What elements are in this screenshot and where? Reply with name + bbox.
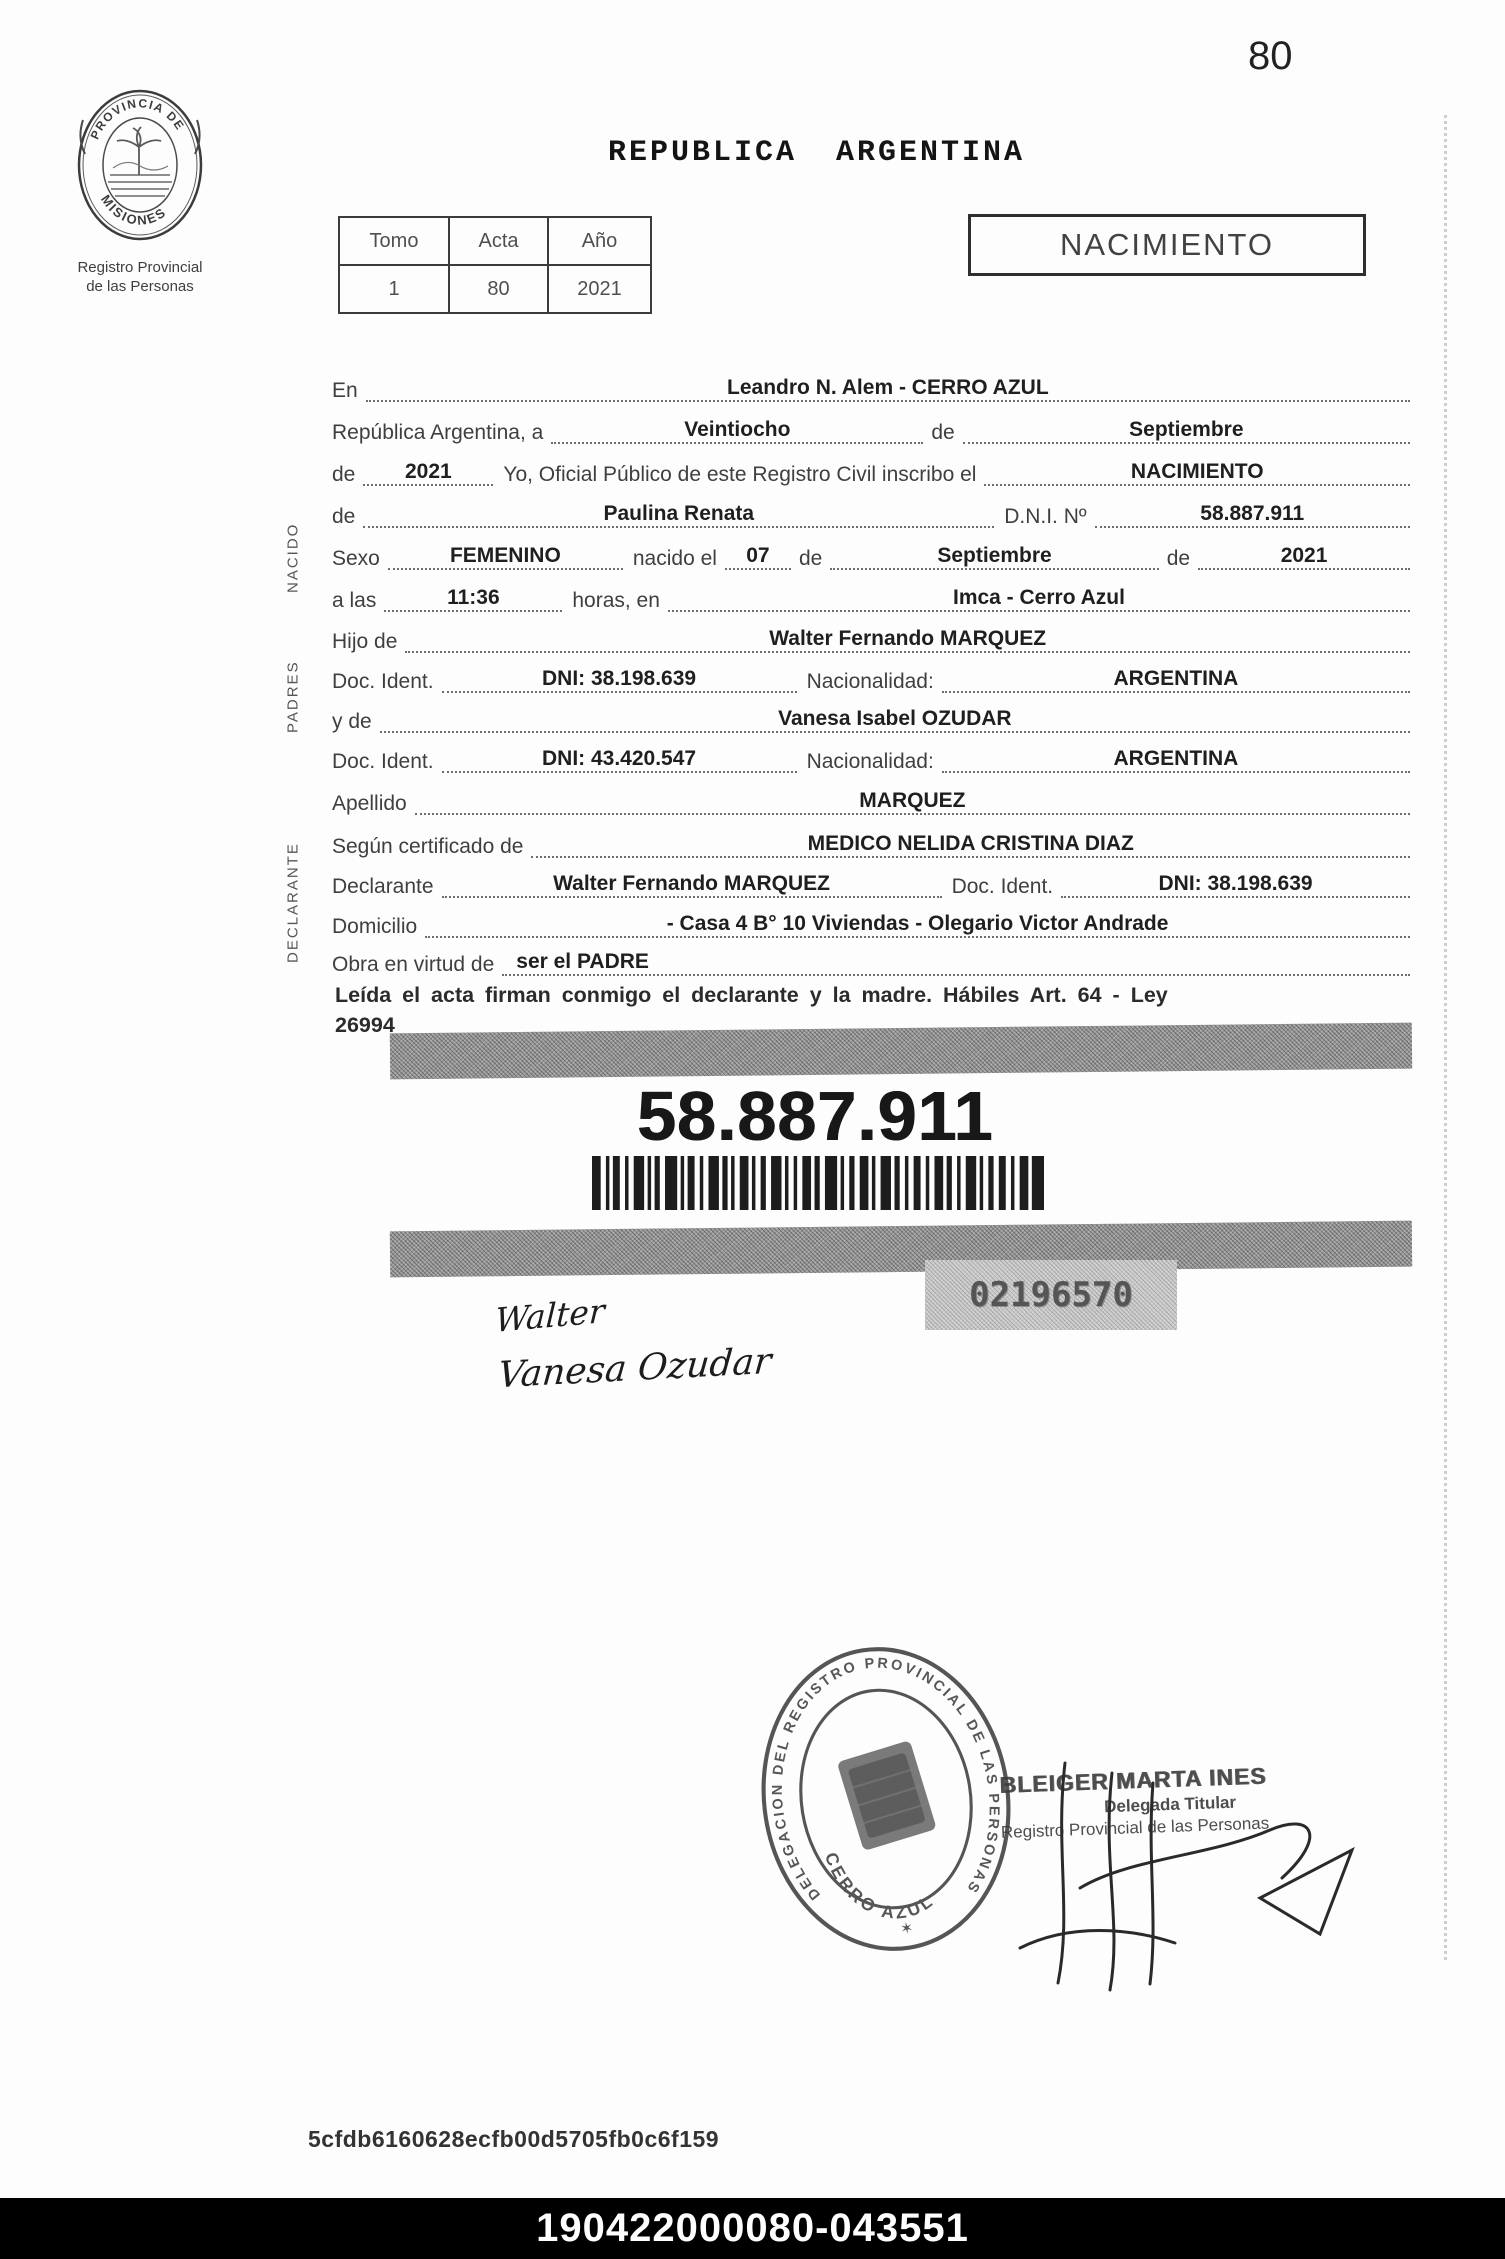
dotted-field — [415, 790, 1410, 815]
dotted-field — [668, 587, 1410, 612]
dotted-field — [1061, 873, 1410, 898]
form-row-capacity — [332, 942, 1410, 976]
field-value: 2021 — [405, 459, 452, 483]
form-row-date-year — [332, 452, 1410, 486]
dotted-field — [963, 419, 1410, 444]
field-label: a las — [332, 588, 377, 612]
field-label: nacido el — [632, 546, 717, 570]
field-value: - Casa 4 B° 10 Viviendas - Olegario Victor Andrade — [666, 911, 1169, 935]
field-label: de — [332, 504, 356, 528]
round-stamp-ring-text: DELEGACION DEL REGISTRO PROVINCIAL DE LAS PERSONAS — [769, 1655, 1002, 1903]
redaction-bar-top — [390, 1023, 1412, 1080]
dotted-field — [942, 748, 1410, 773]
logo-caption-line1: Registro Provincial — [77, 259, 203, 276]
dotted-field — [984, 461, 1410, 486]
table-header-row — [339, 217, 651, 265]
dotted-field — [363, 461, 493, 486]
field-label: Según certificado de — [332, 834, 524, 858]
dotted-field — [363, 503, 994, 528]
dotted-field — [442, 873, 942, 898]
field-value: Septiembre — [1129, 417, 1244, 441]
field-label: de — [1166, 546, 1191, 570]
field-label: de — [931, 420, 955, 444]
field-value: FEMENINO — [449, 543, 561, 567]
field-value: Imca - Cerro Azul — [952, 585, 1125, 609]
field-value: Paulina Renata — [603, 501, 755, 525]
field-value: MEDICO NELIDA CRISTINA DIAZ — [807, 831, 1134, 855]
form-row-mother-doc — [332, 739, 1410, 773]
field-label: Domicilio — [332, 914, 418, 938]
dotted-field — [725, 545, 791, 570]
field-label: Declarante — [332, 874, 434, 898]
field-value: 2021 — [1280, 543, 1328, 567]
dotted-field — [405, 628, 1410, 653]
dotted-field — [1095, 503, 1410, 528]
form-row-mother — [332, 699, 1410, 733]
form-row-address — [332, 904, 1410, 938]
field-label: Hijo de — [332, 629, 398, 653]
form-row-certificate — [332, 824, 1410, 858]
form-row-father — [332, 619, 1410, 653]
col-anio: Año — [548, 217, 651, 265]
serial-number-stamp: 02196570 — [925, 1260, 1177, 1330]
dotted-field — [366, 377, 1410, 402]
dotted-field — [830, 545, 1158, 570]
dni-number-large: 58.887.911 — [636, 1077, 994, 1155]
svg-text:CERRO AZUL — [820, 1836, 940, 1934]
dni-barcode — [592, 1156, 1044, 1210]
dotted-field — [942, 668, 1410, 693]
dotted-field — [380, 708, 1410, 733]
form-row-date-day — [332, 410, 1410, 444]
field-value: MARQUEZ — [859, 788, 966, 812]
field-value: ser el PADRE — [516, 949, 649, 973]
field-label: Doc. Ident. — [332, 669, 434, 693]
official-title: Delegada Titular — [1103, 1792, 1237, 1817]
field-label: Nacionalidad: — [806, 669, 934, 693]
seal-bottom-text: MISIONES — [98, 192, 170, 228]
field-value: ARGENTINA — [1113, 666, 1239, 690]
form-row-father-doc — [332, 659, 1410, 693]
page-edge-dotted-line — [1444, 115, 1447, 1960]
field-value: Walter Fernando MARQUEZ — [553, 871, 831, 895]
note-line1: Leída el acta firman conmigo el declarante y la madre. Hábiles Art. 64 - Ley — [335, 983, 1168, 1007]
field-value: Septiembre — [937, 543, 1052, 567]
field-label: Doc. Ident. — [332, 749, 434, 773]
page-number: 80 — [1248, 34, 1293, 78]
val-tomo: 1 — [339, 265, 449, 313]
field-value: Walter Fernando MARQUEZ — [769, 626, 1047, 650]
dotted-field — [442, 668, 797, 693]
field-label: Obra en virtud de — [332, 952, 495, 976]
field-label: de — [798, 546, 823, 570]
footer-code: 190422000080-043551 — [536, 2206, 969, 2250]
mother-signature: Vanesa Ozudar — [496, 1340, 774, 1397]
field-label: y de — [332, 709, 372, 733]
misiones-seal-icon — [65, 80, 215, 252]
footer-code-bar — [0, 2198, 1505, 2259]
field-value: 11:36 — [447, 585, 500, 609]
field-value: Leandro N. Alem - CERRO AZUL — [727, 375, 1049, 399]
dotted-field — [1198, 545, 1410, 570]
document-hash: 5cfdb6160628ecfb00d5705fb0c6f159 — [308, 2126, 720, 2152]
official-name: BLEIGER MARTA INES — [998, 1762, 1267, 1798]
field-value: Vanesa Isabel OZUDAR — [778, 706, 1012, 730]
section-label-padres: PADRES — [284, 660, 302, 734]
father-signature: Walter — [494, 1291, 606, 1340]
round-stamp-inner-text: CERRO AZUL — [820, 1849, 939, 1923]
field-label: Nacionalidad: — [806, 749, 934, 773]
section-label-nacido: NACIDO — [284, 522, 302, 593]
record-reference-table — [338, 216, 652, 314]
field-value: 58.887.911 — [1200, 501, 1305, 525]
field-value: NACIMIENTO — [1130, 459, 1264, 483]
redaction-bar-bottom — [390, 1221, 1412, 1278]
col-acta: Acta — [449, 217, 548, 265]
logo-caption-line2: de las Personas — [86, 277, 194, 295]
svg-text:MISIONES — [98, 192, 169, 228]
form-row-place — [332, 368, 1410, 402]
field-label: Yo, Oficial Público de este Registro Civil inscribo el — [503, 462, 977, 486]
dotted-field — [384, 587, 562, 612]
field-label: Apellido — [332, 791, 407, 815]
col-tomo: Tomo — [339, 217, 449, 265]
record-type-box: NACIMIENTO — [968, 214, 1366, 276]
form-row-sex-birthdate — [332, 536, 1410, 570]
seal-top-text: PROVINCIA DE — [87, 96, 188, 142]
note-line2: 26994 — [335, 1013, 395, 1038]
field-value: DNI: 38.198.639 — [542, 666, 697, 690]
field-label: Sexo — [332, 546, 380, 570]
official-org: Registro Provincial de las Personas — [1000, 1813, 1270, 1842]
field-value: ARGENTINA — [1113, 746, 1239, 770]
field-value: 07 — [746, 543, 770, 567]
provincial-seal-logo — [55, 80, 225, 297]
field-value: DNI: 38.198.639 — [1158, 871, 1313, 895]
form-row-declarant — [332, 864, 1410, 898]
form-row-surname — [332, 781, 1410, 815]
field-value: DNI: 43.420.547 — [542, 746, 697, 770]
round-stamp-star: ✶ — [899, 1919, 915, 1939]
official-signature-scribble — [960, 1738, 1420, 2018]
dotted-field — [442, 748, 797, 773]
round-stamp-center-blob — [837, 1740, 937, 1851]
dotted-field — [388, 545, 623, 570]
form-row-newborn-name — [332, 494, 1410, 528]
val-anio: 2021 — [548, 265, 651, 313]
dotted-field — [425, 913, 1410, 938]
dotted-field — [551, 419, 923, 444]
dotted-field — [502, 951, 1410, 976]
val-acta: 80 — [449, 265, 548, 313]
table-value-row — [339, 265, 651, 313]
field-label: En — [332, 378, 358, 402]
field-label: de — [332, 462, 356, 486]
logo-caption — [55, 259, 225, 297]
document-title: REPUBLICA ARGENTINA — [608, 136, 1026, 170]
field-value: Veintiocho — [684, 417, 791, 441]
section-label-declarante: DECLARANTE — [284, 842, 302, 963]
dotted-field — [531, 833, 1410, 858]
field-label: horas, en — [572, 588, 660, 612]
field-label: República Argentina, a — [332, 420, 544, 444]
field-label: D.N.I. Nº — [1004, 504, 1087, 528]
field-label: Doc. Ident. — [951, 874, 1054, 898]
form-row-birth-time-place — [332, 578, 1410, 612]
